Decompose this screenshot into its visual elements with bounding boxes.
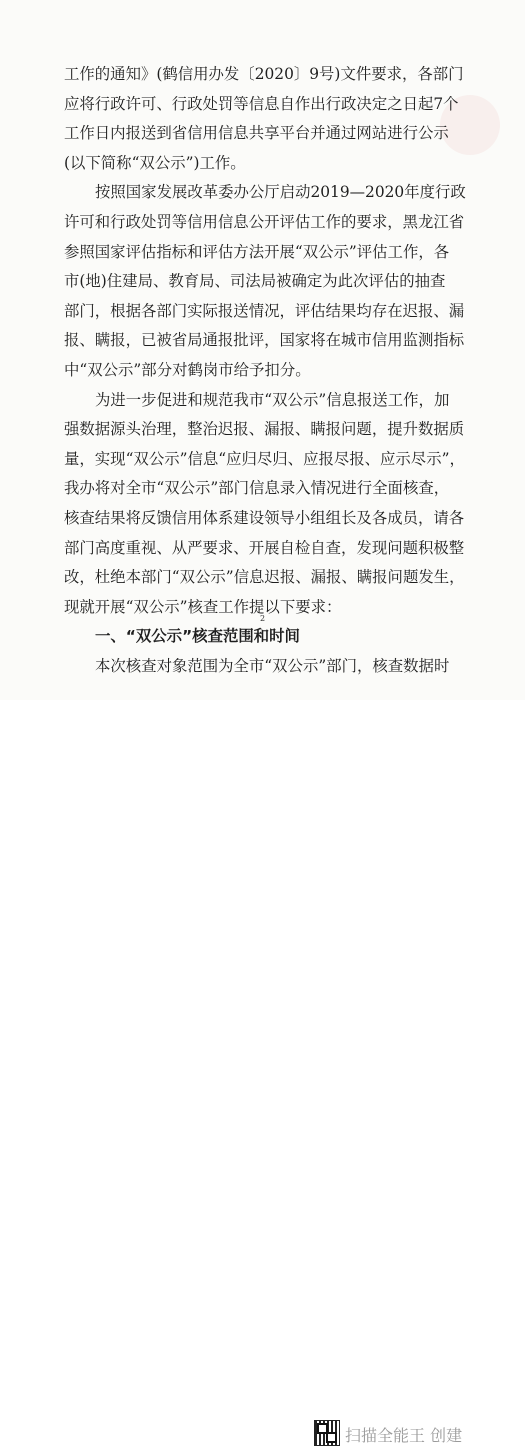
text-line: 现就开展“双公示”核查工作提以下要求： — [64, 597, 342, 616]
section-heading: 一、“双公示”核查范围和时间 — [95, 627, 300, 646]
text-line: 报、瞒报，已被省局通报批评，国家将在城市信用监测指标 — [64, 331, 465, 350]
qr-code-icon — [314, 1420, 340, 1446]
text-line: 按照国家发展改革委办公厅启动2019—2020年度行政 — [95, 183, 466, 202]
document-page — [0, 0, 525, 700]
scanner-watermark: 扫描全能王 创建 — [345, 1426, 463, 1445]
text-line: 市(地)住建局、教育局、司法局被确定为此次评估的抽查 — [64, 272, 446, 291]
text-line: 强数据源头治理，整治迟报、漏报、瞒报问题，提升数据质 — [64, 420, 465, 439]
text-line: 为进一步促进和规范我市“双公示”信息报送工作，加 — [95, 390, 450, 409]
text-line: 中“双公示”部分对鹤岗市给予扣分。 — [64, 360, 311, 379]
text-line: 我办将对全市“双公示”部门信息录入情况进行全面核查， — [64, 479, 450, 498]
body-text — [64, 60, 464, 681]
text-line: 许可和行政处罚等信用信息公开评估工作的要求，黑龙江省 — [64, 212, 465, 231]
scanner-footer — [0, 700, 525, 1445]
text-line: 工作日内报送到省信用信息共享平台并通过网站进行公示 — [64, 124, 449, 143]
text-line: (以下简称“双公示”)工作。 — [64, 153, 246, 172]
text-line: 参照国家评估指标和评估方法开展“双公示”评估工作，各 — [64, 242, 450, 261]
text-line: 应将行政许可、行政处罚等信息自作出行政决定之日起7个 — [64, 94, 459, 113]
text-line: 部门高度重视、从严要求、开展自检自查，发现问题积极整 — [64, 538, 465, 557]
text-line: 核查结果将反馈信用体系建设领导小组组长及各成员，请各 — [64, 508, 465, 527]
text-line: 部门，根据各部门实际报送情况，评估结果均存在迟报、漏 — [64, 301, 465, 320]
text-line: 量，实现“双公示”信息“应归尽归、应报尽报、应示尽示”， — [64, 449, 465, 468]
text-line: 本次核查对象范围为全市“双公示”部门，核查数据时 — [95, 656, 450, 675]
text-line: 改，杜绝本部门“双公示”信息迟报、漏报、瞒报问题发生， — [64, 568, 465, 587]
text-line: 工作的通知》(鹤信用办发〔2020〕9号)文件要求，各部门 — [64, 65, 464, 83]
page-number: 2 — [259, 614, 266, 623]
